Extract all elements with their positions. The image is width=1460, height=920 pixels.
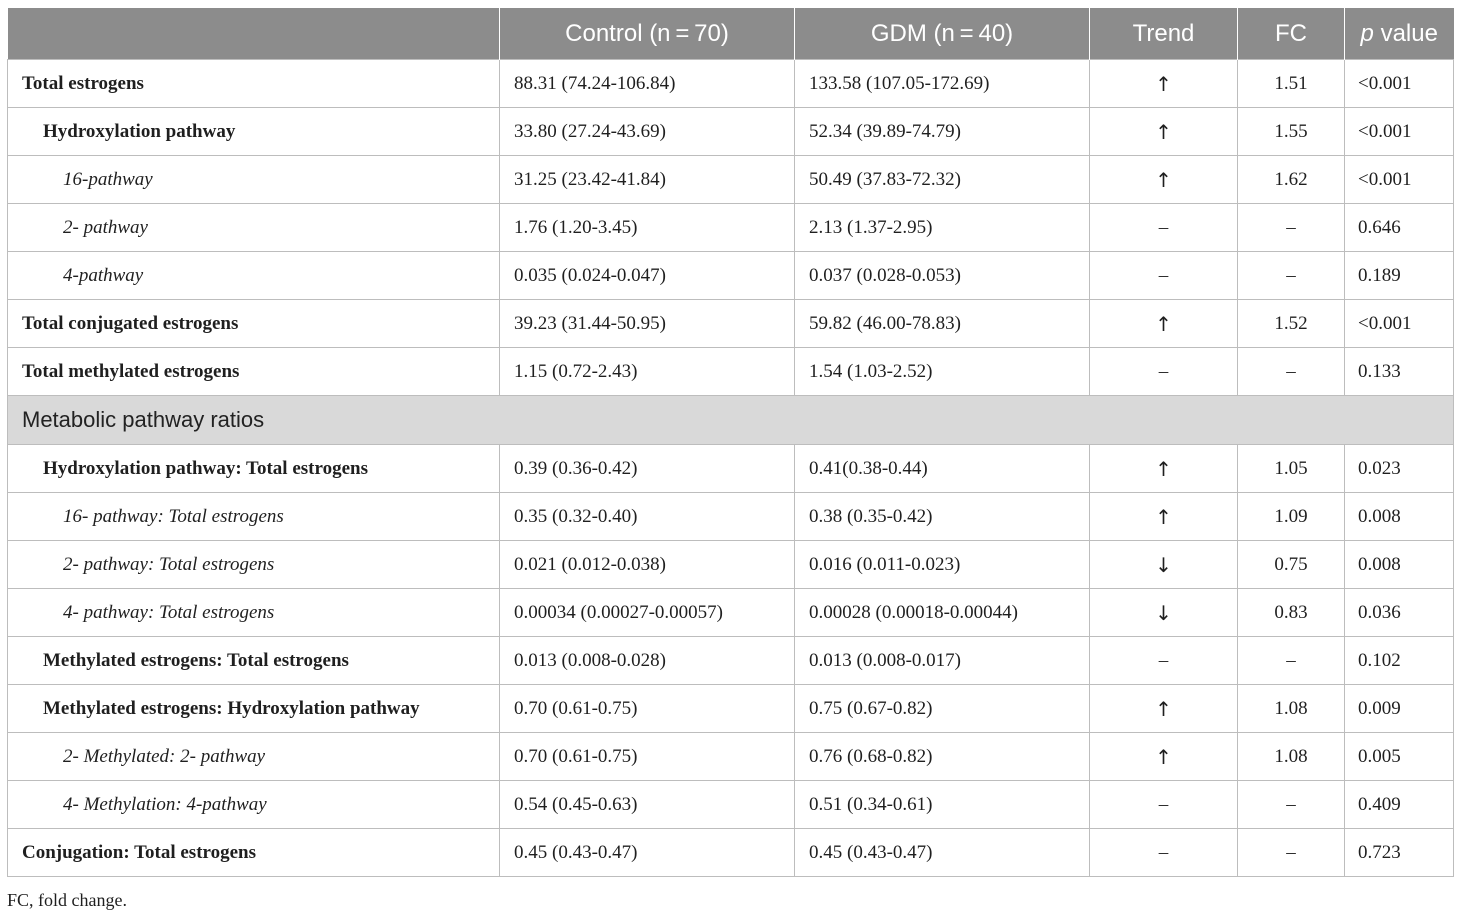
- gdm-value: 0.016 (0.011-0.023): [795, 541, 1090, 589]
- gdm-value: 0.45 (0.43-0.47): [795, 829, 1090, 877]
- control-value: 0.70 (0.61-0.75): [500, 685, 795, 733]
- trend-indicator: ↑: [1090, 733, 1238, 781]
- row-label: 2- Methylated: 2- pathway: [8, 733, 500, 781]
- control-value: 0.035 (0.024-0.047): [500, 252, 795, 300]
- row-label: Conjugation: Total estrogens: [8, 829, 500, 877]
- table-row: [8, 445, 1454, 493]
- gdm-value: 133.58 (107.05-172.69): [795, 60, 1090, 108]
- control-value: 0.70 (0.61-0.75): [500, 733, 795, 781]
- control-value: 0.54 (0.45-0.63): [500, 781, 795, 829]
- trend-indicator: ↑: [1090, 493, 1238, 541]
- fc-value: 1.51: [1238, 60, 1345, 108]
- fc-value: 1.09: [1238, 493, 1345, 541]
- row-label: 2- pathway: [8, 204, 500, 252]
- trend-indicator: ↓: [1090, 589, 1238, 637]
- row-label: Methylated estrogens: Total estrogens: [8, 637, 500, 685]
- gdm-value: 59.82 (46.00-78.83): [795, 300, 1090, 348]
- fc-value: 1.52: [1238, 300, 1345, 348]
- p-value: 0.409: [1345, 781, 1454, 829]
- table-row: [8, 348, 1454, 396]
- fc-value: –: [1238, 252, 1345, 300]
- p-value: 0.023: [1345, 445, 1454, 493]
- header-control: Control (n = 70): [500, 8, 795, 60]
- fc-value: –: [1238, 637, 1345, 685]
- control-value: 31.25 (23.42-41.84): [500, 156, 795, 204]
- gdm-value: 0.51 (0.34-0.61): [795, 781, 1090, 829]
- table-row: [8, 589, 1454, 637]
- table-row: [8, 493, 1454, 541]
- p-value: 0.008: [1345, 541, 1454, 589]
- control-value: 0.39 (0.36-0.42): [500, 445, 795, 493]
- gdm-value: 52.34 (39.89-74.79): [795, 108, 1090, 156]
- gdm-value: 0.38 (0.35-0.42): [795, 493, 1090, 541]
- p-value: 0.008: [1345, 493, 1454, 541]
- fc-value: 1.55: [1238, 108, 1345, 156]
- trend-indicator: ↑: [1090, 685, 1238, 733]
- row-label: Total estrogens: [8, 60, 500, 108]
- gdm-value: 0.013 (0.008-0.017): [795, 637, 1090, 685]
- table-footnote: FC, fold change.: [7, 890, 127, 910]
- p-value: 0.723: [1345, 829, 1454, 877]
- section-heading: Metabolic pathway ratios: [8, 396, 1454, 445]
- table-row: [8, 685, 1454, 733]
- table-row: [8, 637, 1454, 685]
- control-value: 1.15 (0.72-2.43): [500, 348, 795, 396]
- header-label: [8, 8, 500, 60]
- control-value: 39.23 (31.44-50.95): [500, 300, 795, 348]
- table-row: [8, 541, 1454, 589]
- fc-value: 0.83: [1238, 589, 1345, 637]
- table-row: [8, 204, 1454, 252]
- estrogen-metabolites-table: [7, 8, 1454, 877]
- row-label: Hydroxylation pathway: Total estrogens: [8, 445, 500, 493]
- row-label: Total methylated estrogens: [8, 348, 500, 396]
- header-p-italic: p: [1360, 19, 1374, 47]
- row-label: Methylated estrogens: Hydroxylation pathway: [8, 685, 500, 733]
- gdm-value: 0.037 (0.028-0.053): [795, 252, 1090, 300]
- trend-indicator: ↑: [1090, 60, 1238, 108]
- row-label: 16-pathway: [8, 156, 500, 204]
- fc-value: 1.08: [1238, 733, 1345, 781]
- p-value: <0.001: [1345, 300, 1454, 348]
- table-row: [8, 781, 1454, 829]
- control-value: 0.45 (0.43-0.47): [500, 829, 795, 877]
- p-value: 0.036: [1345, 589, 1454, 637]
- fc-value: –: [1238, 781, 1345, 829]
- gdm-value: 0.41(0.38-0.44): [795, 445, 1090, 493]
- header-trend: Trend: [1090, 8, 1238, 60]
- fc-value: 0.75: [1238, 541, 1345, 589]
- p-value: 0.102: [1345, 637, 1454, 685]
- fc-value: 1.08: [1238, 685, 1345, 733]
- header-value-word: value: [1380, 19, 1438, 47]
- control-value: 1.76 (1.20-3.45): [500, 204, 795, 252]
- trend-indicator: ↑: [1090, 108, 1238, 156]
- section-row: [8, 396, 1454, 445]
- control-value: 33.80 (27.24-43.69): [500, 108, 795, 156]
- p-value: 0.005: [1345, 733, 1454, 781]
- gdm-value: 1.54 (1.03-2.52): [795, 348, 1090, 396]
- trend-indicator: ↑: [1090, 300, 1238, 348]
- fc-value: –: [1238, 348, 1345, 396]
- fc-value: –: [1238, 829, 1345, 877]
- table-row: [8, 60, 1454, 108]
- gdm-value: 0.00028 (0.00018-0.00044): [795, 589, 1090, 637]
- table-row: [8, 733, 1454, 781]
- control-value: 0.021 (0.012-0.038): [500, 541, 795, 589]
- trend-indicator: ↑: [1090, 445, 1238, 493]
- control-value: 88.31 (74.24-106.84): [500, 60, 795, 108]
- control-value: 0.00034 (0.00027-0.00057): [500, 589, 795, 637]
- row-label: 16- pathway: Total estrogens: [8, 493, 500, 541]
- trend-indicator: –: [1090, 829, 1238, 877]
- row-label: 4-pathway: [8, 252, 500, 300]
- trend-indicator: ↓: [1090, 541, 1238, 589]
- fc-value: –: [1238, 204, 1345, 252]
- p-value: <0.001: [1345, 60, 1454, 108]
- row-label: 4- Methylation: 4-pathway: [8, 781, 500, 829]
- table-row: [8, 829, 1454, 877]
- gdm-value: 50.49 (37.83-72.32): [795, 156, 1090, 204]
- p-value: 0.646: [1345, 204, 1454, 252]
- gdm-value: 0.75 (0.67-0.82): [795, 685, 1090, 733]
- row-label: 2- pathway: Total estrogens: [8, 541, 500, 589]
- fc-value: 1.62: [1238, 156, 1345, 204]
- table-row: [8, 108, 1454, 156]
- table-row: [8, 252, 1454, 300]
- fc-value: 1.05: [1238, 445, 1345, 493]
- control-value: 0.35 (0.32-0.40): [500, 493, 795, 541]
- header-gdm: GDM (n = 40): [795, 8, 1090, 60]
- results-table-container: [7, 8, 1453, 877]
- row-label: 4- pathway: Total estrogens: [8, 589, 500, 637]
- gdm-value: 2.13 (1.37-2.95): [795, 204, 1090, 252]
- trend-indicator: –: [1090, 204, 1238, 252]
- gdm-value: 0.76 (0.68-0.82): [795, 733, 1090, 781]
- p-value: <0.001: [1345, 156, 1454, 204]
- p-value: 0.133: [1345, 348, 1454, 396]
- trend-indicator: –: [1090, 252, 1238, 300]
- control-value: 0.013 (0.008-0.028): [500, 637, 795, 685]
- trend-indicator: –: [1090, 781, 1238, 829]
- trend-indicator: ↑: [1090, 156, 1238, 204]
- header-row: [8, 8, 1454, 60]
- p-value: <0.001: [1345, 108, 1454, 156]
- header-p-value: [1345, 8, 1454, 60]
- p-value: 0.009: [1345, 685, 1454, 733]
- table-row: [8, 156, 1454, 204]
- table-row: [8, 300, 1454, 348]
- row-label: Hydroxylation pathway: [8, 108, 500, 156]
- p-value: 0.189: [1345, 252, 1454, 300]
- trend-indicator: –: [1090, 348, 1238, 396]
- header-fc: FC: [1238, 8, 1345, 60]
- row-label: Total conjugated estrogens: [8, 300, 500, 348]
- trend-indicator: –: [1090, 637, 1238, 685]
